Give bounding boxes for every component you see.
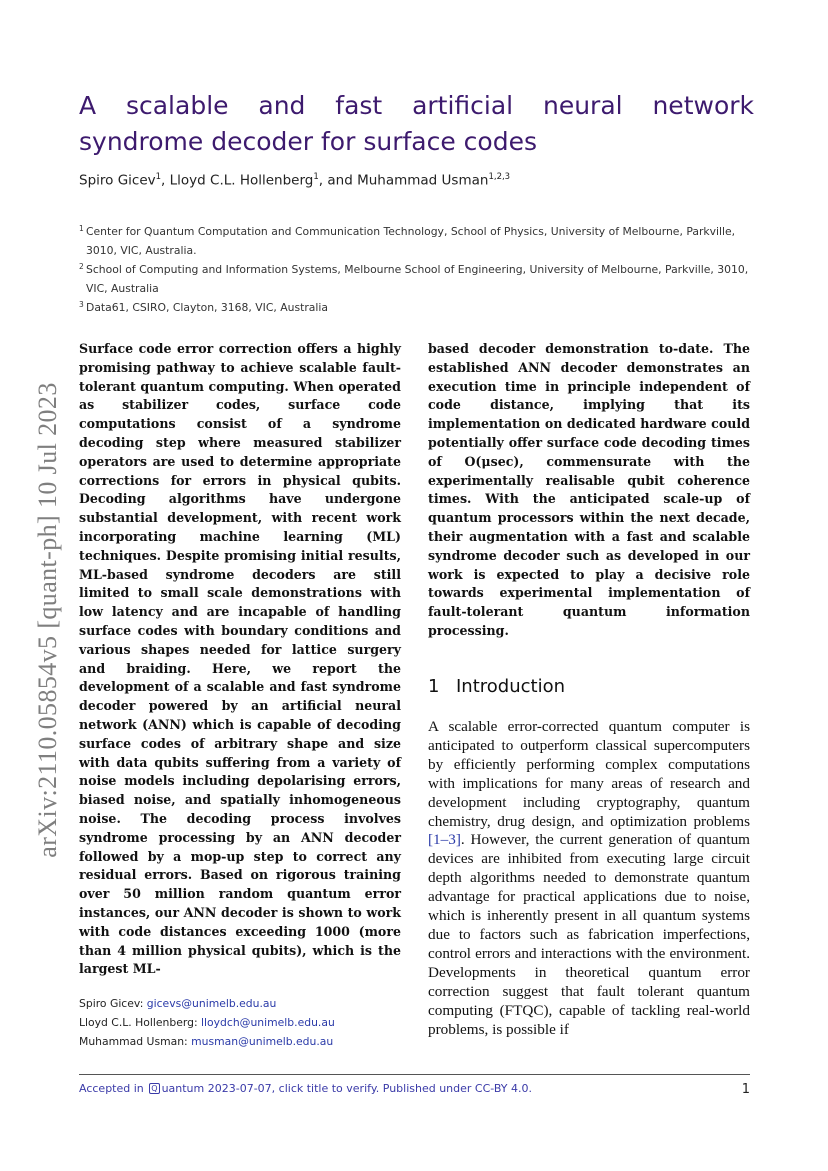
paper-title[interactable]: A scalable and fast artificial neural network syndrome decoder for surface codes — [79, 91, 754, 156]
intro-paragraph-part: A scalable error-corrected quantum computer is anticipated to outperform classical supercomputers by efficiently performing complex computations with implications for many areas of research and development including cryptography, quantum chemistry, drug design, and optimization problems — [428, 718, 750, 830]
contact-name: Spiro Gicev: — [79, 997, 144, 1010]
affiliation-number: 1 — [79, 224, 84, 233]
author-name: Muhammad Usman — [357, 172, 489, 189]
email-link[interactable]: gicevs@unimelb.edu.au — [146, 997, 277, 1010]
author-list — [79, 172, 510, 189]
footer-text: 2023-07-07, click title to verify. Published under CC-BY 4.0. — [204, 1082, 533, 1095]
affiliations — [79, 222, 751, 317]
author-name: Lloyd C.L. Hollenberg — [169, 172, 314, 189]
author-separator: , — [161, 172, 170, 189]
section-heading — [428, 676, 565, 697]
section-title: Introduction — [456, 676, 566, 697]
contact-line — [79, 1013, 401, 1032]
abstract-column-2: based decoder demonstration to-date. The established ANN decoder demonstrates an execution time in principle independent of code distance, implying that its implementation on dedicated hardware could potentially offer surface code decoding times of O(μsec), commensurate with the experimentally realisable qubit coherence times. With the anticipated scale-up of quantum processors within the next decade, their augmentation with a fast and scalable syndrome decoder such as developed in our work is expected to play a decisive role towards experimental implementation of fault-tolerant quantum information processing. — [428, 341, 750, 638]
arxiv-identifier: arXiv:2110.05854v5 [quant-ph] 10 Jul 2023 — [33, 382, 62, 858]
page-footer — [79, 1082, 750, 1095]
quantum-logo-icon: Q — [151, 1084, 158, 1093]
author-affiliation-mark: 1,2,3 — [488, 172, 511, 182]
contact-name: Lloyd C.L. Hollenberg: — [79, 1016, 198, 1029]
citation-link[interactable]: [1–3] — [428, 831, 461, 849]
footer-text: Accepted in — [79, 1082, 148, 1095]
introduction-text — [428, 718, 750, 1039]
journal-name[interactable]: uantum — [161, 1082, 205, 1095]
email-link[interactable]: lloydch@unimelb.edu.au — [201, 1016, 335, 1029]
contact-name: Muhammad Usman: — [79, 1035, 188, 1048]
author-affiliation-mark: 1 — [313, 172, 319, 182]
contact-footnote — [79, 994, 401, 1051]
abstract-column-1: Surface code error correction offers a highly promising pathway to achieve scalable fault-tolerant quantum computing. When operated as stabilizer codes, surface code computations consist of a syndrome decoding step where measured stabilizer operators are used to determine appropriate corrections for errors in physical qubits. Decoding algorithms have undergone substantial development, with recent work incorporating machine learning (ML) techniques. Despite promising initial results, ML-based syndrome decoders are still limited to small scale demonstrations with low latency and are incapable of handling surface codes with boundary conditions and various shapes needed for lattice surgery and braiding. Here, we report the development of a scalable and fast syndrome decoder powered by an artificial neural network (ANN) which is capable of decoding surface codes of arbitrary shape and size with data qubits suffering from a variety of noise models including depolarising errors, biased noise, and spatially inhomogeneous noise. The decoding process involves syndrome processing by an ANN decoder followed by a mop-up step to correct any residual errors. Based on rigorous training over 50 million random quantum error instances, our ANN decoder is shown to work with code distances exceeding 1000 (more than 4 million physical qubits), which is the largest ML- — [79, 341, 401, 977]
author-separator: , and — [318, 172, 358, 189]
contact-line — [79, 994, 401, 1013]
page-number: 1 — [741, 1082, 750, 1097]
author-affiliation-mark: 1 — [155, 172, 162, 182]
email-link[interactable]: musman@unimelb.edu.au — [191, 1035, 334, 1048]
section-number: 1 — [428, 676, 440, 697]
affiliation-number: 3 — [79, 300, 84, 309]
affiliation — [79, 260, 751, 298]
affiliation-text: School of Computing and Information Systems, Melbourne School of Engineering, University of Melbourne, Parkville, 3010, VIC, Australia — [86, 263, 749, 295]
intro-paragraph-part: . However, the current generation of quantum devices are inhibited from executing large circuit depth algorithms needed to demonstrate quantum advantage for practical applications due to noise, which is inherently present in all quantum systems due to factors such as fabrication imperfections, control errors and interactions with the environment. Developments in theoretical quantum error correction suggest that fault tolerant quantum computing (FTQC), capable of tackling real-world problems, is possible if — [428, 831, 750, 1038]
affiliation-text: Center for Quantum Computation and Communication Technology, School of Physics, University of Melbourne, Parkville, 3010, VIC, Australia. — [86, 225, 736, 257]
affiliation — [79, 298, 751, 317]
affiliation-number: 2 — [79, 262, 84, 271]
author-name: Spiro Gicev — [79, 172, 156, 189]
affiliation — [79, 222, 751, 260]
footer-divider — [79, 1074, 750, 1075]
contact-line — [79, 1032, 401, 1051]
affiliation-text: Data61, CSIRO, Clayton, 3168, VIC, Australia — [86, 301, 328, 314]
